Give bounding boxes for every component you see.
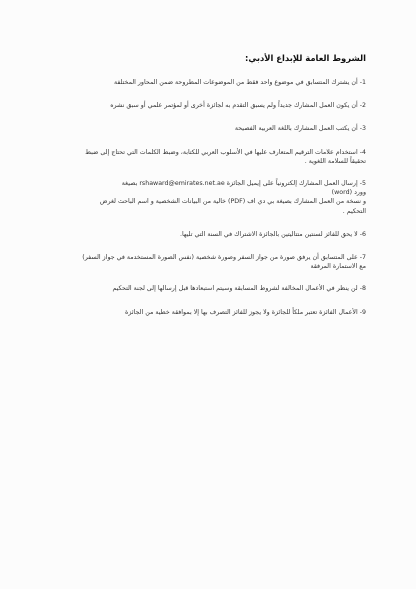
condition-text: التحكيم . xyxy=(342,207,366,215)
condition-text: 5- إرسال العمل المشارك إلكترونياً على إيميل الجائزة rshaward@emirates.net.ae بصيغة xyxy=(121,180,366,188)
condition-text: مع الاستمارة المرفقة xyxy=(310,263,366,271)
condition-item-7 xyxy=(50,253,366,271)
condition-text: 7- على المتسابق أن يرفق صورة من جواز السفر وصورة شخصية (نفس الصورة المستخدمة في جواز السفر) xyxy=(82,254,366,262)
condition-text: 1- أن يشترك المتسابق في موضوع واحد فقط من الموضوعات المطروحة ضمن المحاور المختلفة xyxy=(113,79,366,86)
document-title: الشروط العامة للإبداع الأدبي: xyxy=(245,53,366,63)
condition-text: 6- لا يحق للفائز لسنتين متتاليتين بالجائزة الاشتراك في السنة التي تليها. xyxy=(179,230,366,238)
condition-item-9 xyxy=(50,308,366,317)
condition-item-5 xyxy=(50,179,366,216)
condition-item-6 xyxy=(50,230,366,239)
condition-text: تحقيقاً للسلامة اللغوية . xyxy=(304,157,366,165)
condition-text: 2- أن يكون العمل المشارك جديداً ولم يسبق التقدم به لجائزة أخرى أو لمؤتمر علمي أو سبق نشره xyxy=(110,102,366,110)
condition-text: 4- استخدام علامات الترقيم المتعارف عليها في الأسلوب العربي للكتابة، وضبط الكلمات التي تحتاج إلى ضبط xyxy=(85,148,366,156)
condition-item-1 xyxy=(50,78,366,87)
condition-item-3 xyxy=(50,124,366,133)
condition-item-8 xyxy=(50,284,366,293)
condition-text: وورد (word) xyxy=(331,189,366,197)
condition-text: 8- لن ينظر في الأعمال المخالفة لشروط المسابقة وسيتم استبعادها قبل إرسالها إلى لجنة التحكيم xyxy=(112,285,366,293)
condition-text: و نسخة من العمل المشارك بصيغة بي دي اف (PDF) خالية من البيانات الشخصية و اسم الباحث لغرض xyxy=(99,198,366,206)
condition-text: 9- الأعمال الفائزة تعتبر ملكاً للجائزة ولا يجوز للفائز التصرف بها إلا بموافقة خطية من الجائزة xyxy=(125,308,366,316)
condition-item-2 xyxy=(50,101,366,110)
document-content xyxy=(50,52,366,317)
condition-item-4 xyxy=(50,148,366,166)
condition-text: 3- أن يكتب العمل المشارك باللغة العربية الفصيحة xyxy=(234,125,366,133)
